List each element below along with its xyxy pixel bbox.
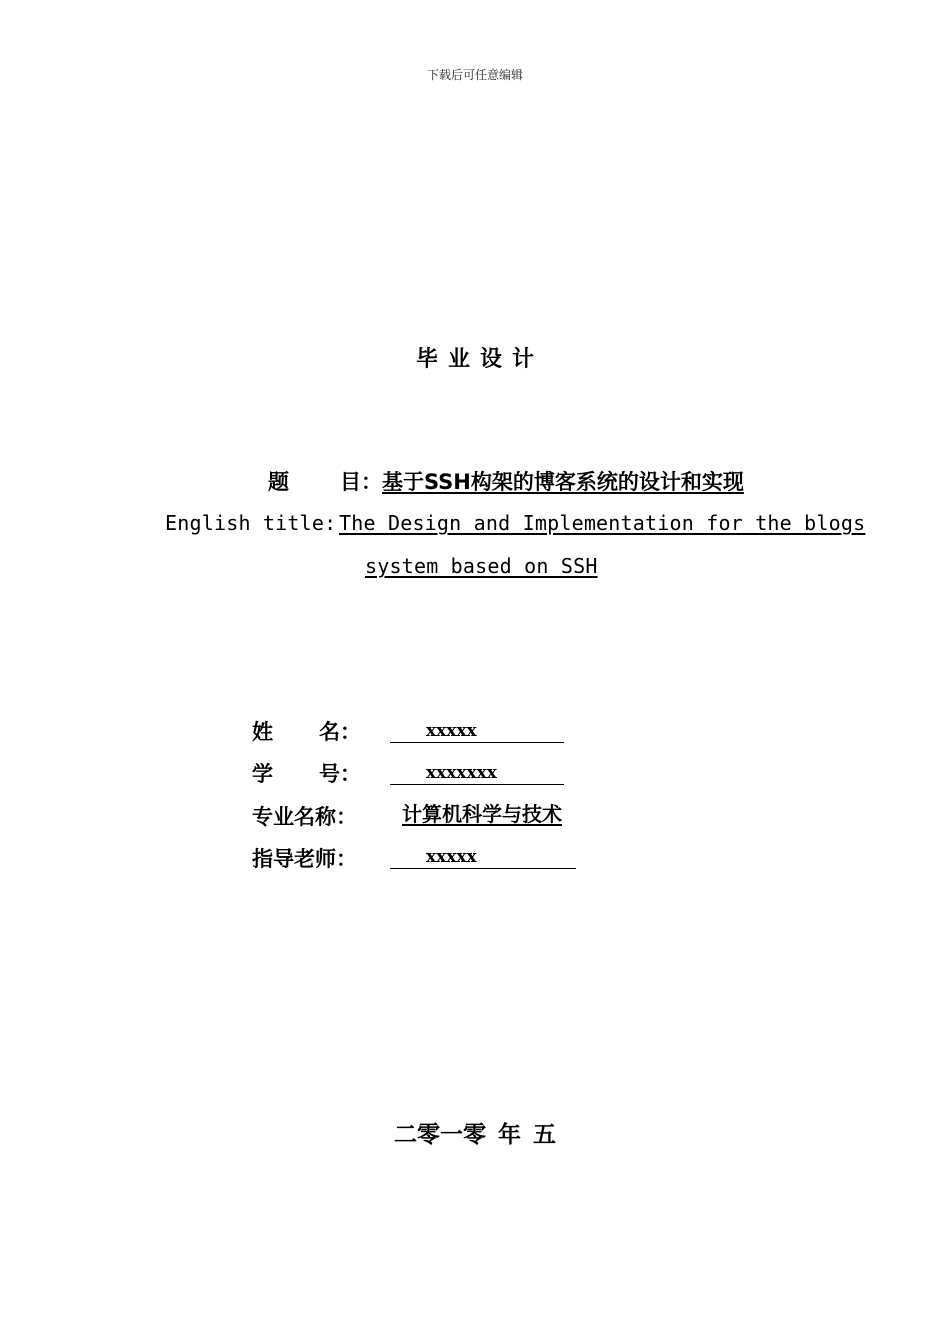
student-id-label-a: 学 [252,762,273,786]
name-value: xxxxx [390,719,564,743]
major-label: 专业名称： [252,805,357,829]
english-title-label: English title: [165,511,337,535]
date-year-unit: 年 [498,1122,521,1148]
title-value: 基于SSH构架的博客系统的设计和实现 [382,470,744,494]
header-note: 下载后可任意编辑 [426,68,523,82]
advisor-label: 指导老师： [252,847,357,871]
advisor-value: xxxxx [390,845,576,869]
student-id-label [252,758,361,788]
name-label [252,716,361,746]
date-line [0,1116,950,1149]
name-label-b: 名： [319,720,361,744]
document-type-heading: 毕业设计 [415,347,544,372]
title-label-part1: 题 [268,470,289,494]
title-label-part2: 目： [340,470,382,494]
major-value: 计算机科学与技术 [402,802,562,826]
student-id-value: xxxxxxx [390,761,564,785]
english-title-line2: system based on SSH [365,554,598,578]
title-row [268,466,744,496]
date-year: 二零一零 [394,1122,486,1148]
date-month: 五 [533,1122,556,1148]
english-title-line1: The Design and Implementation for the blogs [339,511,866,535]
student-id-label-b: 号： [319,762,361,786]
name-label-a: 姓 [252,720,273,744]
